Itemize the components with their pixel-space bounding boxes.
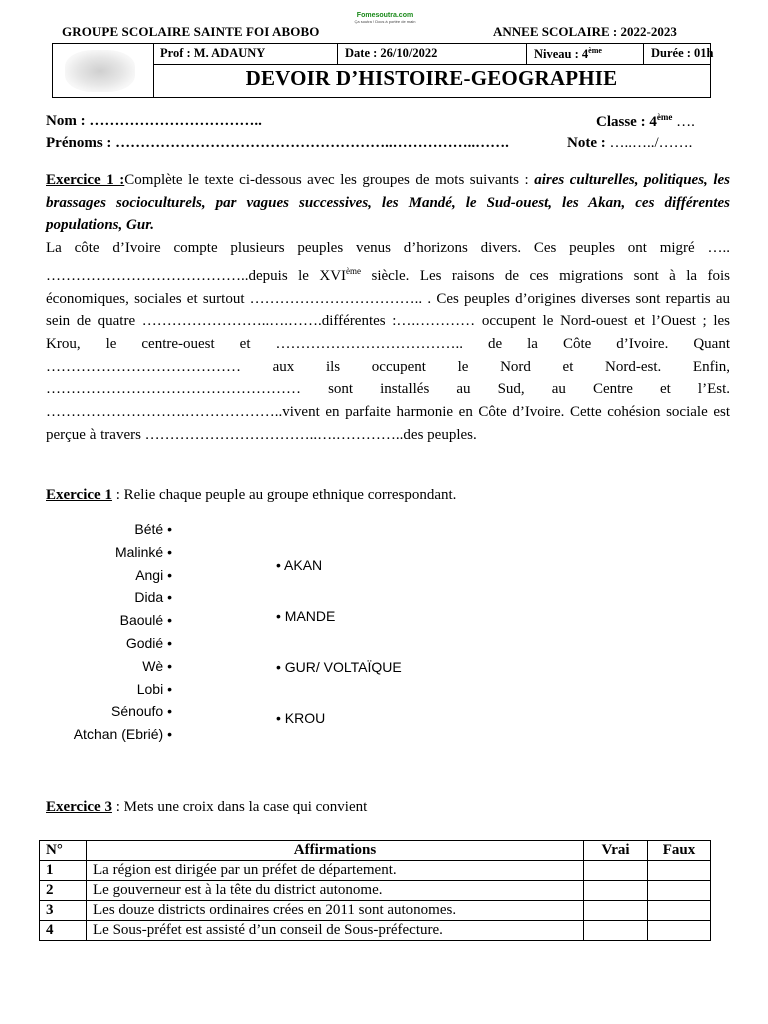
list-item[interactable]: Lobi • — [136, 680, 172, 697]
site-logo — [352, 12, 418, 24]
exam-header-box — [52, 43, 714, 98]
list-item[interactable]: Bété • — [134, 521, 172, 537]
exercise-3-title: Exercice 3 : Mets une croix dans la case qui convient — [46, 799, 368, 815]
school-name: GROUPE SCOLAIRE SAINTE FOI ABOBO — [62, 24, 320, 39]
exercise-1-instruction: Complète le texte ci-dessous avec les groupes de mots suivants : — [124, 172, 535, 188]
group-akan[interactable]: • AKAN — [276, 557, 323, 573]
list-item[interactable]: Godié • — [125, 634, 172, 651]
exercise-2-title: Exercice 1 : Relie chaque peuple au groupe ethnique correspondant. — [46, 487, 457, 503]
col-false: Faux — [648, 841, 711, 861]
group-mande[interactable]: • MANDE — [276, 608, 336, 624]
level-cell: Niveau : 4ème — [527, 44, 644, 64]
exercise-1-label: Exercice 1 : — [46, 172, 125, 188]
table-header-row — [40, 841, 711, 861]
table-row: 2 Le gouverneur est à la tête du district autonome. — [40, 881, 711, 901]
list-item[interactable]: Baoulé • — [119, 612, 172, 629]
list-item[interactable]: Atchan (Ebrié) • — [73, 726, 172, 743]
col-statement: Affirmations — [87, 841, 584, 861]
false-checkbox[interactable] — [648, 921, 711, 941]
table-row: 1 La région est dirigée par un préfet de département. — [40, 861, 711, 881]
list-item[interactable]: Malinké • — [114, 543, 172, 560]
logo-text: Fomesoutra.com — [356, 12, 414, 19]
list-item[interactable]: Wè • — [142, 657, 172, 674]
peoples-list — [40, 518, 172, 746]
col-true: Vrai — [584, 841, 648, 861]
school-year: ANNEE SCOLAIRE : 2022-2023 — [493, 24, 677, 39]
exercise-1-text[interactable]: La côte d’Ivoire compte plusieurs peuples venus d’horizons divers. Ces peuples ont migré ….. …………………………………..depuis le XVIème siècle. Les raisons de ces migrations sont à la fois économiques, sociales et surtout …………………………….. . Ces peuples d’origines diverses sont repartis au sein de quatre ……………………..….…….différentes :….………… occupent le Nord-ouest et l’Ouest ; les Krou, le centre-ouest et ……………………………….. de la Côte d’Ivoire. Quant ………………………………… aux ils occupent le Nord et Nord-est. Enfin, …………………………………………… sont installés au Sud, au Centre et l’Est. ……………………….………………..vivent en parfaite harmonie en Côte d’Ivoire. Cette cohésion sociale est perçue à travers ……………………………..….…………..des peuples. — [46, 240, 730, 443]
table-row: 3 Les douze districts ordinaires crées en 2011 sont autonomes. — [40, 901, 711, 921]
group-gur[interactable]: • GUR/ VOLTAÏQUE — [276, 659, 402, 675]
class-field[interactable]: Classe : 4ème …. — [596, 112, 695, 130]
teacher-cell: Prof : M. ADAUNY — [153, 44, 338, 64]
group-krou[interactable]: • KROU — [276, 710, 326, 726]
false-checkbox[interactable] — [648, 901, 711, 921]
list-item[interactable]: Angi • — [135, 566, 172, 583]
true-false-table — [39, 840, 711, 941]
true-checkbox[interactable] — [584, 861, 648, 881]
list-item[interactable]: Dida • — [134, 589, 172, 606]
exercise-1 — [46, 169, 730, 446]
true-checkbox[interactable] — [584, 881, 648, 901]
false-checkbox[interactable] — [648, 881, 711, 901]
exercise-1-wordlist: aires culturelles, politiques, les brassages socioculturels, par vagues successives, les Mandé, le Sud-ouest, les Akan, ces différentes populations, Gur. — [46, 172, 730, 234]
true-checkbox[interactable] — [584, 901, 648, 921]
col-number: N° — [40, 841, 87, 861]
logo-tagline: Ça soutra ! Docs à portée de main — [354, 19, 416, 24]
table-row: 4 Le Sous-préfet est assisté d’un conseil de Sous-préfecture. — [40, 921, 711, 941]
blurred-stamp-image — [65, 50, 135, 92]
date-cell: Date : 26/10/2022 — [338, 44, 527, 64]
grade-field: Note : …..…../……. — [567, 135, 693, 151]
name-field[interactable]: Nom : …………………………….. — [46, 113, 262, 129]
exam-title: DEVOIR D’HISTOIRE-GEOGRAPHIE — [245, 66, 618, 90]
true-checkbox[interactable] — [584, 921, 648, 941]
list-item[interactable]: Sénoufo • — [111, 703, 172, 720]
duration-cell: Durée : 01h — [651, 46, 714, 60]
false-checkbox[interactable] — [648, 861, 711, 881]
firstname-field[interactable]: Prénoms : ………………………………………………..……………..……. — [46, 135, 509, 151]
